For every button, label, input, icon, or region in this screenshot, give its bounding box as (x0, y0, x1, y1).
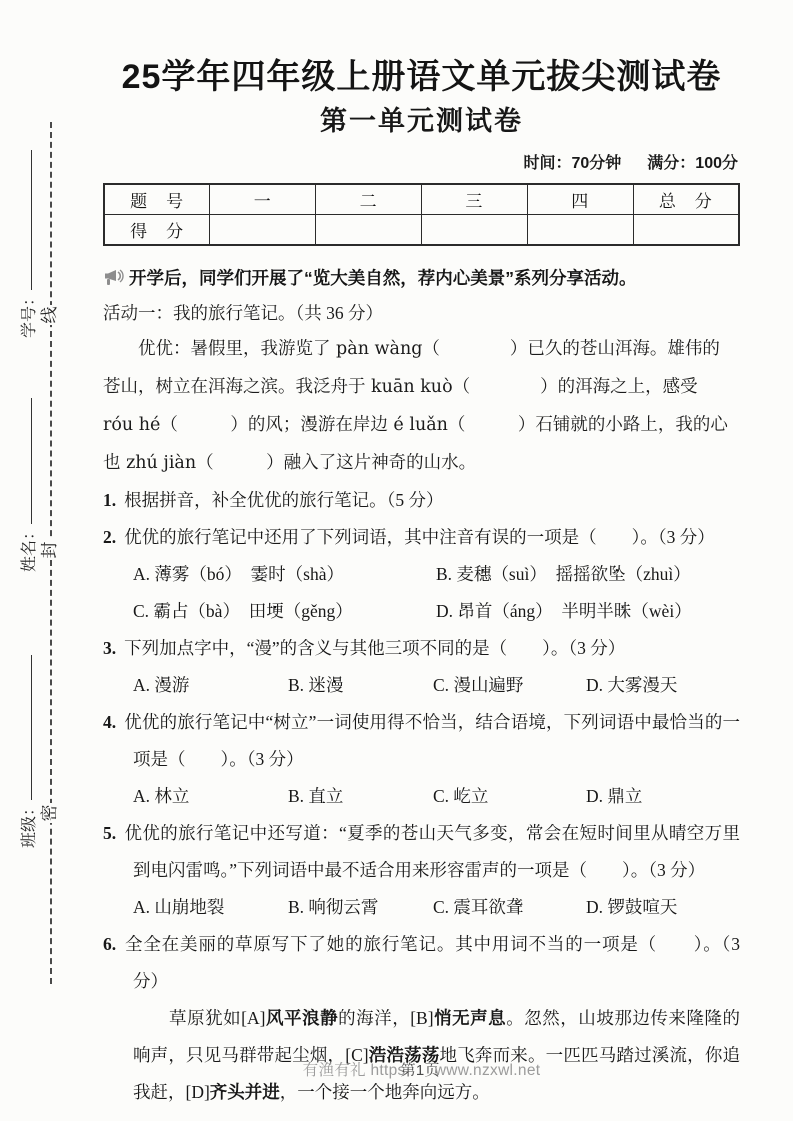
question-stem-text: 全全在美丽的草原写下了她的旅行笔记。其中用词不当的一项是（ ）。（3 分） (124, 934, 740, 992)
question-3 (103, 630, 740, 704)
option-b: B. 迷漫 • (288, 667, 433, 704)
score-header-total: 总 分 (633, 184, 739, 215)
exam-time: 时间：70分钟 (523, 155, 622, 173)
score-header-1: 一 (210, 184, 316, 215)
score-table-score-row (104, 215, 739, 246)
question-stem-text: 根据拼音，补全优优的旅行笔记。（5 分） (124, 490, 444, 511)
seal-char-feng: 封 (40, 541, 59, 559)
option-c: C. 漫 •山遍野 (433, 667, 586, 704)
question-stem-text: 优优的旅行笔记中还用了下列词语，其中注音有误的一项是（ ）。（3 分） (124, 527, 715, 548)
question-1-stem (103, 482, 740, 519)
question-2-stem (103, 519, 740, 556)
score-header-3: 三 (421, 184, 527, 215)
page-footer (103, 1058, 740, 1080)
unit-subtitle: 第一单元测试卷 (320, 105, 523, 136)
question-5-stem (103, 815, 740, 889)
question-number: 5. (103, 823, 117, 844)
question-number: 3. (103, 638, 117, 659)
class-label: 班级： (21, 799, 38, 848)
question-2-options-row-1 (103, 556, 740, 593)
option-d: D. 昂 •首（áng） 半明半昧 •（wèi） (436, 593, 740, 630)
question-2 (103, 519, 740, 630)
question-number: 6. (103, 934, 117, 955)
option-d: D. 鼎立 (586, 786, 643, 807)
score-label-cell: 得 分 (104, 215, 210, 246)
question-number: 1. (103, 490, 117, 511)
class-blank (28, 655, 32, 800)
score-cell-1 (210, 215, 316, 246)
question-stem-text: 优优的旅行笔记中“树立”一词使用得不恰当，结合语境，下列词语中最恰当的一项是（ ）。（3 分） (124, 712, 740, 770)
question-5 (103, 815, 740, 926)
question-6-stem (103, 926, 740, 1000)
option-a: A. 薄 •雾（bó） 霎 •时（shà） (133, 556, 436, 593)
option-b: B. 麦穗 •（suì） 摇摇欲坠 •（zhuì） (436, 556, 740, 593)
passage-line: 优优：暑假里，我游览了 pàn wàng（ ）已久的苍山洱海。雄伟的 (103, 339, 720, 360)
question-number: 4. (103, 712, 117, 733)
megaphone-icon (103, 269, 125, 287)
watermark-url: www.nzxwl.net (434, 1062, 541, 1079)
option-a: A. 漫 •游 (133, 667, 288, 704)
question-3-options (103, 667, 740, 704)
student-id-blank (28, 150, 32, 290)
seal-char-line: 线 (40, 306, 59, 324)
option-b: B. 响彻云霄 (288, 897, 379, 918)
question-5-options (103, 889, 740, 926)
passage-line: 苍山，树立在洱海之滨。我泛舟于 kuān kuò（ ）的洱海之上，感受 (103, 377, 698, 398)
score-cell-total (633, 215, 739, 246)
name-field (16, 398, 39, 572)
intro-text: 开学后，同学们开展了“览大美自然，荐内心美景”系列分享活动。 (129, 268, 637, 289)
question-4-stem (103, 704, 740, 778)
question-stem-text: 下列加点字中，“漫”的含义与其他三项不同的是（ ）。（3 分） (124, 638, 626, 659)
score-table (103, 183, 740, 246)
option-a: A. 山崩地裂 (133, 897, 225, 918)
score-header-4: 四 (527, 184, 633, 215)
option-b: B. 直立 (288, 786, 344, 807)
travel-notes-passage (103, 330, 740, 482)
question-6 (103, 926, 740, 1111)
score-cell-3 (421, 215, 527, 246)
passage-line: 也 zhú jiàn（ ）融入了这片神奇的山水。 (103, 453, 477, 474)
option-d: D. 锣鼓喧天 (586, 897, 678, 918)
name-blank (28, 398, 32, 524)
question-stem-text: 优优的旅行笔记中还写道：“夏季的苍山天气多变，常会在短时间里从晴空万里到电闪雷鸣。”下列词语中最不适合用来形容雷声的一项是（ ）。（3 分） (124, 823, 740, 881)
student-id-field (16, 150, 39, 338)
question-1 (103, 482, 740, 519)
option-a: A. 林立 (133, 786, 190, 807)
option-c: C. 震耳欲聋 (433, 897, 524, 918)
watermark-brand: 有渔有礼 https (302, 1062, 406, 1079)
exam-meta (103, 150, 740, 173)
activity-heading: 活动一：我的旅行笔记。（共 36 分） (103, 303, 383, 324)
seal-char-mi: 密 (40, 804, 59, 822)
page-number: 第1页 (400, 1062, 440, 1079)
paper-title: 25学年四年级上册语文单元拔尖测试卷 (121, 58, 722, 96)
name-label: 姓名： (21, 523, 38, 572)
passage-line: róu hé（ ）的风；漫 •游在岸边 é luǎn（ ）石铺就的小路上，我的心 (103, 406, 740, 444)
class-field (16, 655, 39, 848)
score-header-2: 二 (316, 184, 422, 215)
intro-line (103, 265, 740, 291)
question-3-stem (103, 630, 740, 667)
exam-full-score: 满分：100分 (647, 155, 738, 173)
option-c: C. 屹立 (433, 786, 489, 807)
score-cell-4 (527, 215, 633, 246)
question-6-passage: 草原犹如[A]风平浪静的海洋，[B]悄无声息。忽然，山坡那边传来隆隆的响声，只见马群带起尘烟，[C]浩浩荡荡地飞奔而来。一匹匹马踏过溪流，你追我赶，[D]齐头并进，一个接一个地奔向远方。 (133, 1008, 741, 1103)
score-cell-2 (316, 215, 422, 246)
question-4 (103, 704, 740, 815)
option-c: C. 霸 •占（bà） 田埂 •（gěng） (133, 593, 436, 630)
paper-content (103, 56, 740, 1111)
question-4-options (103, 778, 740, 815)
student-id-label: 学号： (21, 289, 38, 338)
option-d: D. 大雾漫 •天 (586, 667, 740, 704)
question-number: 2. (103, 527, 117, 548)
score-header-timu: 题 号 (104, 184, 210, 215)
question-2-options-row-2 (103, 593, 740, 630)
score-table-header-row (104, 184, 739, 215)
